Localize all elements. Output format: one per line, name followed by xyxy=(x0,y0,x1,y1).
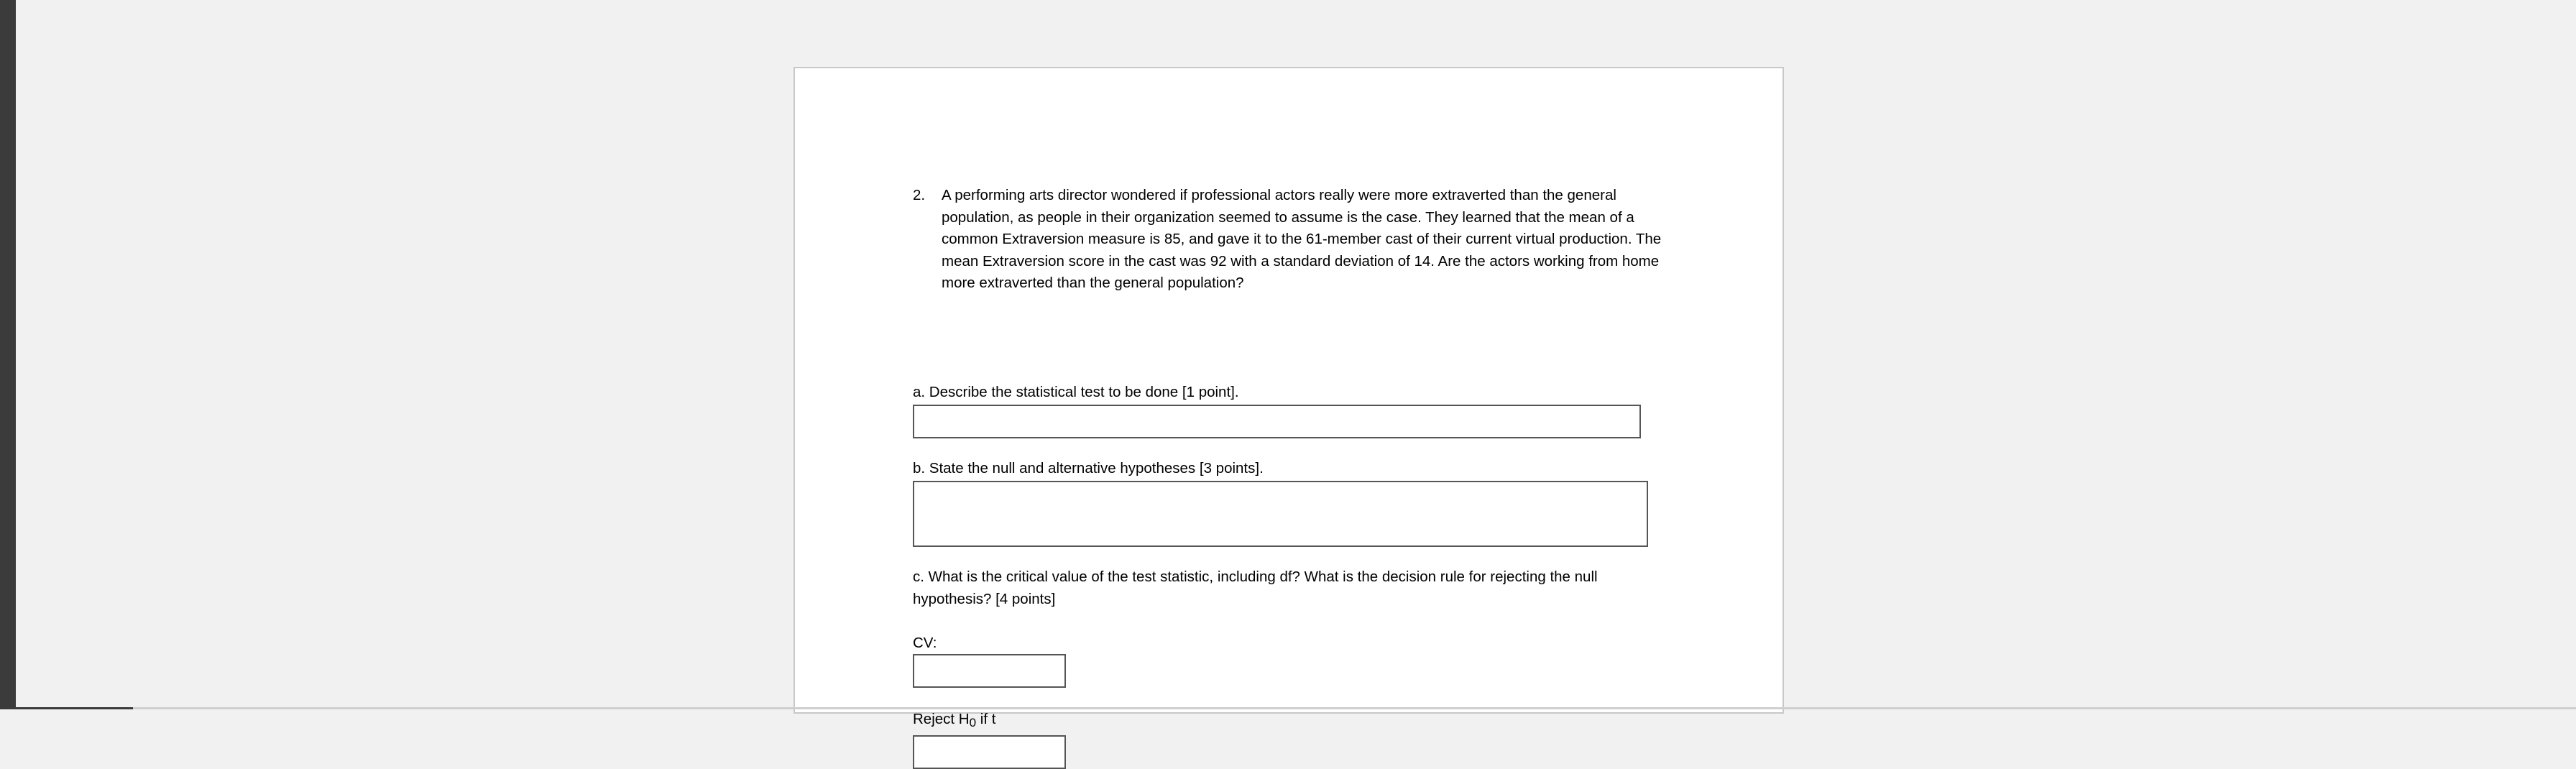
part-b-label: b. State the null and alternative hypotheses [3 points]. xyxy=(913,460,1264,476)
part-c-label: c. What is the critical value of the test statistic, including df? What is the decision rule for rejecting the null hypothesis? [4 points] xyxy=(913,568,1598,607)
reject-rule-answer-box[interactable] xyxy=(913,735,1066,769)
part-a-label: a. Describe the statistical test to be done [1 point]. xyxy=(913,384,1239,400)
bottom-border xyxy=(0,707,2576,709)
reject-subscript: 0 xyxy=(969,716,977,729)
question-number: 2. xyxy=(913,187,926,203)
reject-prefix: Reject H xyxy=(913,711,970,727)
question-text: A performing arts director wondered if professional actors really were more extraverted than the general population, as people in their organization seemed to assume is the case. They learned that the mean of a common Extraversion measure is 85, and gave it to the 61-member cast of their current virtual production. The mean Extraversion score in the cast was 92 with a standard deviation of 14. Are the actors working from home more extraverted than the general population? xyxy=(942,187,1662,291)
question-2 xyxy=(913,185,1718,295)
document-page xyxy=(794,67,1784,729)
cv-answer-box[interactable] xyxy=(913,654,1066,688)
reject-rule-label xyxy=(913,709,1660,732)
reject-suffix: if t xyxy=(976,711,996,727)
left-sidebar-edge xyxy=(0,0,16,709)
bottom-border-left xyxy=(0,707,133,709)
page-content xyxy=(913,185,1718,729)
cv-label: CV: xyxy=(913,635,937,651)
part-a-answer-box[interactable] xyxy=(913,405,1641,438)
part-b-answer-box[interactable] xyxy=(913,481,1648,547)
